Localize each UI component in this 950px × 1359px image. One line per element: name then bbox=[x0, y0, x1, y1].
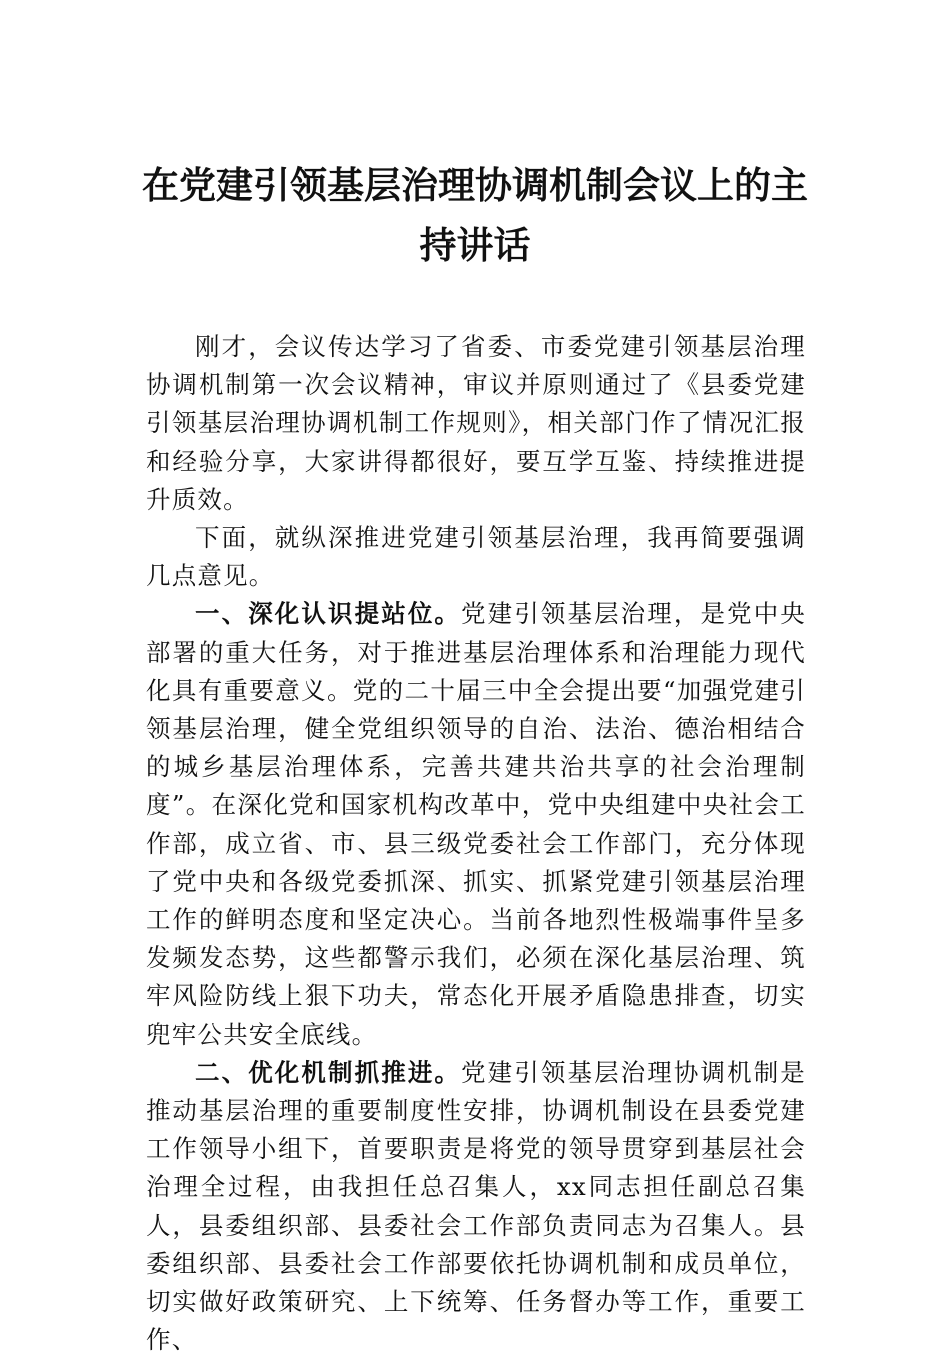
section-heading-2: 二、优化机制抓推进。 bbox=[195, 1057, 462, 1087]
paragraph-4-text: 党建引领基层治理协调机制是推动基层治理的重要制度性安排，协调机制设在县委党建工作领导小组下，首要职责是将党的领导贯穿到基层社会治理全过程，由我担任总召集人，xx同志担任副总召集人，县委组织部、县委社会工作部负责同志为召集人。县委组织部、县委社会工作部要依托协调机制和成员单位，切实做好政策研究、上下统筹、任务督办等工作，重要工作、 bbox=[146, 1057, 806, 1355]
paragraph-2 bbox=[146, 519, 806, 595]
paragraph-3 bbox=[146, 595, 806, 1053]
document-body bbox=[146, 328, 806, 1359]
paragraph-2-text: 下面，就纵深推进党建引领基层治理，我再简要强调几点意见。 bbox=[146, 523, 806, 591]
paragraph-1-text: 刚才，会议传达学习了省委、市委党建引领基层治理协调机制第一次会议精神，审议并原则通过了《县委党建引领基层治理协调机制工作规则》，相关部门作了情况汇报和经验分享，大家讲得都很好，要互学互鉴、持续推进提升质效。 bbox=[146, 332, 806, 514]
paragraph-4 bbox=[146, 1054, 806, 1359]
paragraph-3-text: 党建引领基层治理，是党中央部署的重大任务，对于推进基层治理体系和治理能力现代化具有重要意义。党的二十届三中全会提出要“加强党建引领基层治理，健全党组织领导的自治、法治、德治相结合的城乡基层治理体系，完善共建共治共享的社会治理制度”。在深化党和国家机构改革中，党中央组建中央社会工作部，成立省、市、县三级党委社会工作部门，充分体现了党中央和各级党委抓深、抓实、抓紧党建引领基层治理工作的鲜明态度和坚定决心。当前各地烈性极端事件呈多发频发态势，这些都警示我们，必须在深化基层治理、筑牢风险防线上狠下功夫，常态化开展矛盾隐患排查，切实兜牢公共安全底线。 bbox=[146, 599, 806, 1049]
section-heading-1: 一、深化认识提站位。 bbox=[195, 599, 462, 629]
paragraph-1 bbox=[146, 328, 806, 519]
document-title: 在党建引领基层治理协调机制会议上的主持讲话 bbox=[142, 163, 808, 267]
